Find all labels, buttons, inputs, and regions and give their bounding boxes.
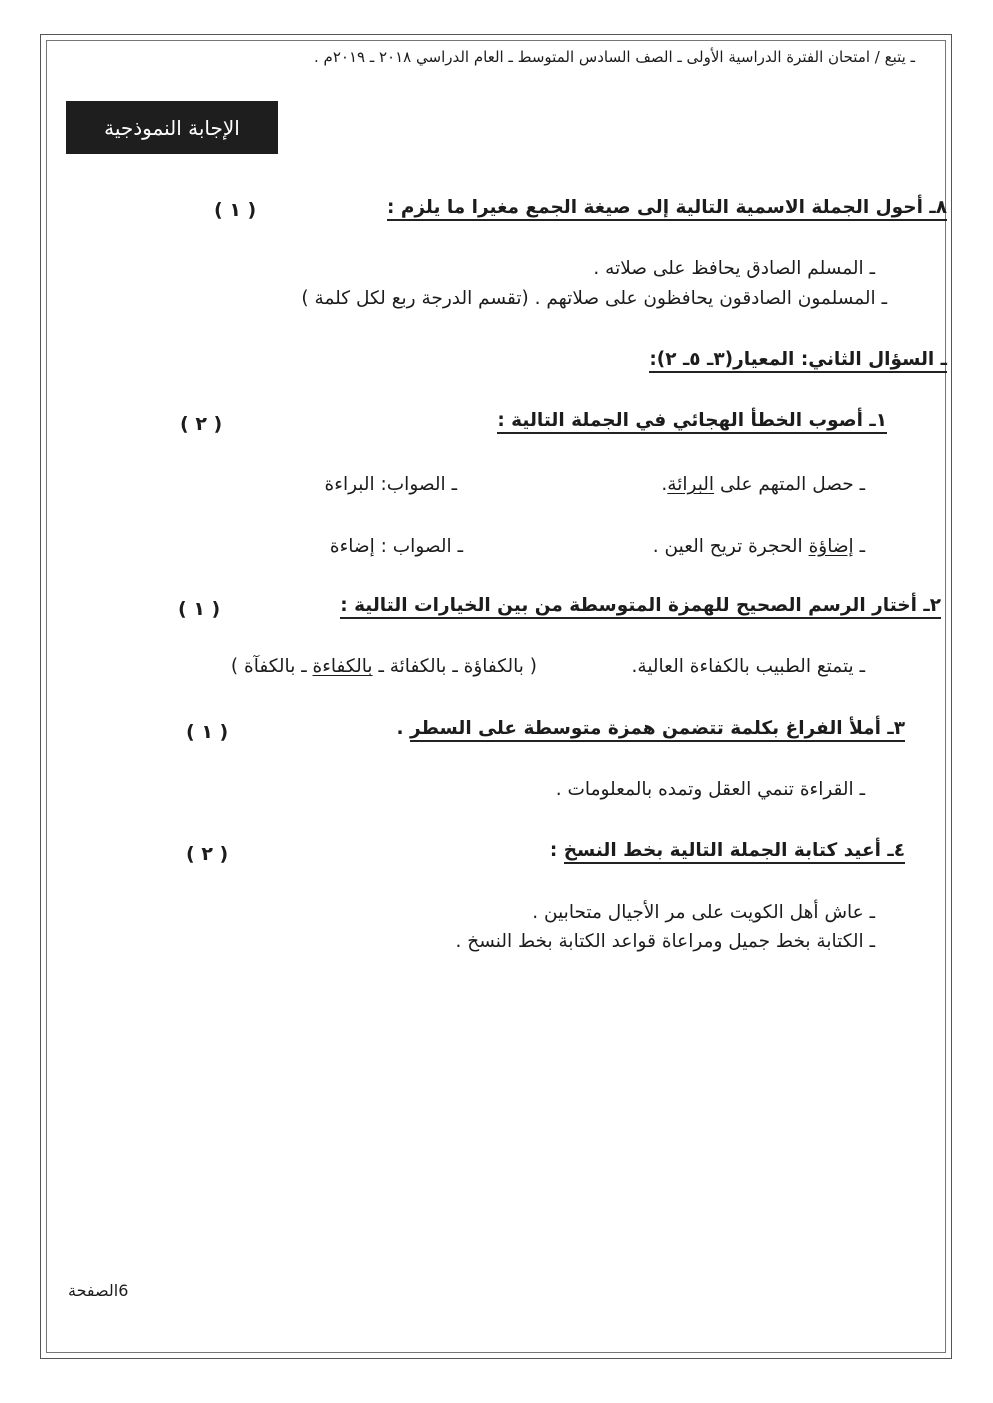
q1-sentence-1 — [661, 474, 865, 495]
q8-title — [387, 197, 947, 218]
q1-mark: ( ٢ ) — [180, 413, 223, 435]
model-answer-label: الإجابة النموذجية — [66, 101, 278, 154]
q2-options — [231, 656, 537, 677]
q4-mark: ( ٢ ) — [186, 843, 229, 865]
q2-opt-post: ـ بالكفآة ) — [230, 656, 313, 677]
q8-mark: ( ١ ) — [214, 199, 257, 221]
q1-sentence-2 — [653, 536, 865, 557]
q4-title — [550, 840, 905, 861]
q4-title-text: ٤ـ أعيد كتابة الجملة التالية بخط النسخ — [564, 840, 905, 864]
q8-line-2: ـ المسلمون الصادقون يحافظون على صلاتهم . (تقسم الدرجة ربع لكل كلمة ) — [301, 288, 887, 309]
q4-line-1: ـ عاش أهل الكويت على مر الأجيال متحابين . — [532, 902, 875, 923]
q1-s1-error-word: البرائة — [667, 474, 715, 495]
q2-title — [340, 595, 941, 616]
q1-correction-1: ـ الصواب: البراءة — [324, 474, 457, 495]
q3-title — [397, 718, 905, 739]
q3-mark: ( ١ ) — [186, 721, 229, 743]
q8-line-1: ـ المسلم الصادق يحافظ على صلاته . — [593, 258, 875, 279]
q2-opt-pre: ( بالكفاؤة ـ بالكفائة ـ — [372, 656, 537, 677]
q3-title-text: ٣ـ أملأ الفراغ بكلمة تتضمن همزة متوسطة على السطر — [410, 718, 905, 742]
q3-title-end: . — [396, 718, 411, 739]
page-number: 6الصفحة — [68, 1281, 129, 1300]
q4-line-2: ـ الكتابة بخط جميل ومراعاة قواعد الكتابة بخط النسخ . — [455, 931, 875, 952]
q2-correct-option: بالكفاءة — [312, 656, 373, 677]
q4-title-end: : — [549, 840, 564, 861]
q1-title-text: ١ـ أصوب الخطأ الهجائي في الجملة التالية : — [497, 410, 887, 434]
q2-title-text: ٢ـ أختار الرسم الصحيح للهمزة المتوسطة من بين الخيارات التالية : — [340, 595, 941, 619]
section-2-title — [649, 349, 947, 370]
q8-title-text: ٨ـ أحول الجملة الاسمية التالية إلى صيغة الجمع مغيرا ما يلزم : — [387, 197, 947, 221]
q3-answer-line: ـ القراءة تنمي العقل وتمده بالمعلومات . — [555, 779, 865, 800]
q1-s2-pre: ـ — [853, 536, 865, 557]
q1-correction-2: ـ الصواب : إضاءة — [329, 536, 463, 557]
q2-sentence: ـ يتمتع الطبيب بالكفاءة العالية. — [631, 656, 865, 677]
q1-title — [497, 410, 887, 431]
q2-mark: ( ١ ) — [178, 598, 221, 620]
q1-s2-post: الحجرة تريح العين . — [652, 536, 809, 557]
q1-s2-error-word: إضاؤة — [808, 536, 854, 557]
page-border-inner — [46, 40, 946, 1353]
section-2-title-text: ـ السؤال الثاني: المعيار(٣ـ ٥ـ ٢): — [649, 349, 947, 373]
q1-s1-post: . — [661, 474, 668, 495]
exam-header: ـ يتبع / امتحان الفترة الدراسية الأولى ـ الصف السادس المتوسط ـ العام الدراسي ٢٠١٨ ـ ٢٠١٩م . — [314, 48, 915, 66]
q1-s1-pre: ـ حصل المتهم على — [714, 474, 865, 495]
